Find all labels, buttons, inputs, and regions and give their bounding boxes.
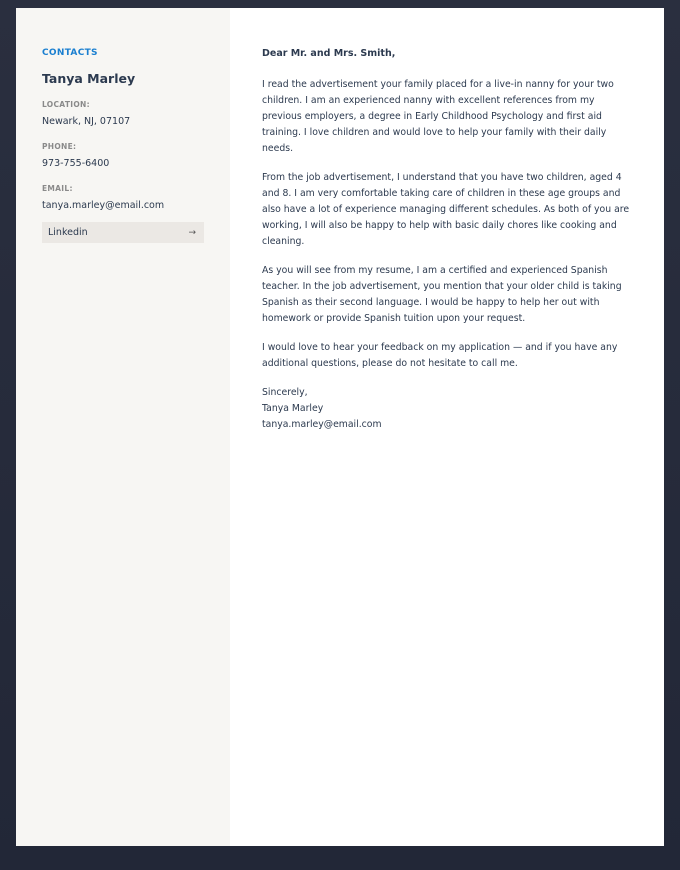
paragraph: I read the advertisement your family placed for a live-in nanny for your two children. I am an experienced nanny with excellent references from my previous employers, a degree in Early Childhood Psychology and first aid training. I love children and would love to help your family with their daily needs. bbox=[262, 79, 614, 154]
paragraph: From the job advertisement, I understand that you have two children, aged 4 and 8. I am very comfortable taking care of children in these age groups and also have a lot of experience managing different schedules. As both of you are working, I will also be happy to help with basic daily chores like cooking and cleaning. bbox=[262, 172, 630, 247]
closing: Sincerely, bbox=[262, 387, 308, 398]
contacts-heading: CONTACTS bbox=[42, 48, 98, 58]
phone-label: PHONE: bbox=[42, 142, 77, 151]
applicant-name: Tanya Marley bbox=[42, 71, 136, 86]
email-label: EMAIL: bbox=[42, 184, 73, 193]
linkedin-label: Linkedin bbox=[48, 227, 88, 238]
phone-value: 973-755-6400 bbox=[42, 158, 110, 169]
location-label: LOCATION: bbox=[42, 100, 90, 109]
cover-letter-page bbox=[16, 8, 664, 846]
email-value: tanya.marley@email.com bbox=[42, 200, 165, 211]
closing-block bbox=[262, 385, 634, 433]
paragraph: I would love to hear your feedback on my application — and if you have any additional questions, please do not hesitate to call me. bbox=[262, 342, 618, 369]
location-value: Newark, NJ, 07107 bbox=[42, 116, 131, 127]
linkedin-link[interactable] bbox=[42, 222, 204, 243]
letter-body bbox=[230, 8, 664, 846]
paragraph: As you will see from my resume, I am a certified and experienced Spanish teacher. In the job advertisement, you mention that your older child is taking Spanish as their second language. I would be happy to help her out with homework or provide Spanish tuition upon your request. bbox=[262, 265, 622, 324]
salutation: Dear Mr. and Mrs. Smith, bbox=[262, 48, 396, 59]
signature-email: tanya.marley@email.com bbox=[262, 419, 382, 430]
signature-name: Tanya Marley bbox=[262, 403, 324, 414]
arrow-right-icon: → bbox=[188, 227, 196, 238]
contacts-sidebar bbox=[16, 8, 230, 846]
